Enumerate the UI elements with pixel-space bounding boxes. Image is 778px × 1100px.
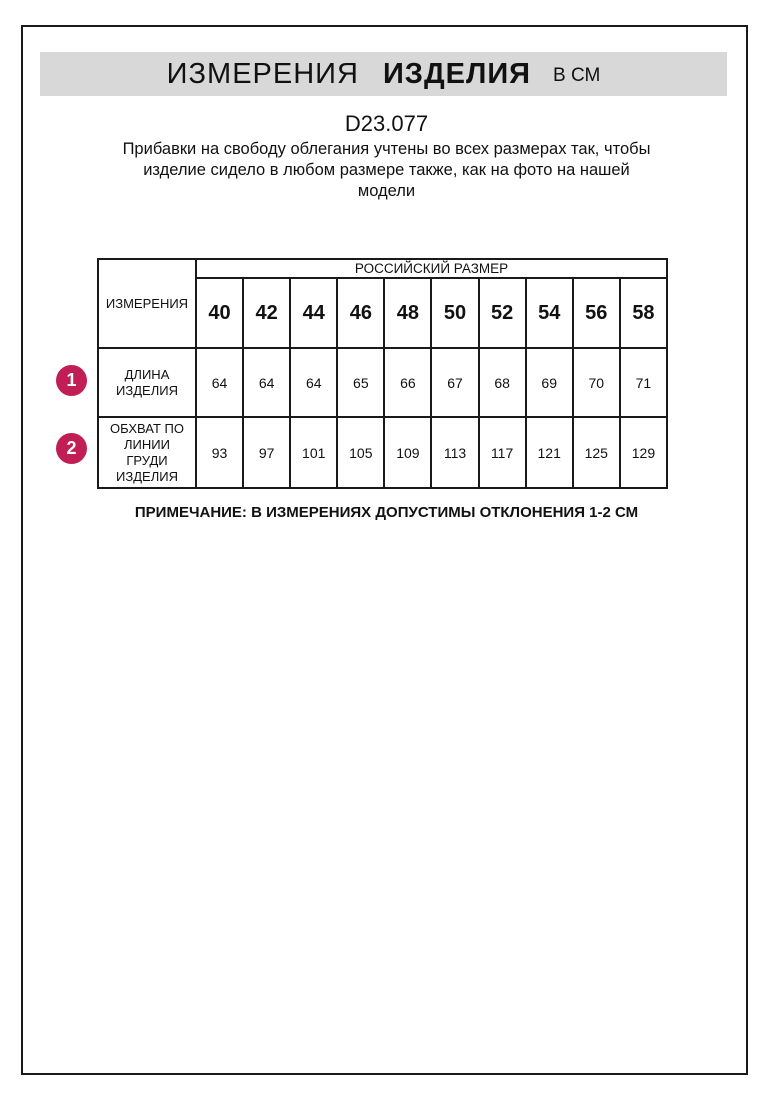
measurements-table	[97, 258, 668, 489]
description-line: модели	[357, 182, 416, 200]
size-header: 54	[526, 278, 573, 348]
row-label: ОБХВАТ ПО ЛИНИИ ГРУДИ ИЗДЕЛИЯ	[110, 420, 184, 484]
value-cell: 67	[431, 348, 478, 417]
value-cell: 97	[243, 417, 290, 488]
value-cell: 101	[290, 417, 337, 488]
row-label-cell	[98, 417, 196, 488]
fit-description	[23, 139, 750, 202]
corner-header-cell: ИЗМЕРЕНИЯ	[98, 259, 196, 348]
value-cell: 69	[526, 348, 573, 417]
value-cell: 93	[196, 417, 243, 488]
value-cell: 129	[620, 417, 667, 488]
value-cell: 68	[479, 348, 526, 417]
group-header-cell: РОССИЙСКИЙ РАЗМЕР	[196, 259, 667, 278]
value-cell: 64	[243, 348, 290, 417]
tolerance-note: ПРИМЕЧАНИЕ: В ИЗМЕРЕНИЯХ ДОПУСТИМЫ ОТКЛОНЕНИЯ 1-2 СМ	[134, 504, 639, 521]
table-row-length	[98, 348, 667, 417]
value-cell: 71	[620, 348, 667, 417]
row-marker-2: 2	[56, 433, 87, 464]
title-bold-text: ИЗДЕЛИЯ	[382, 57, 532, 90]
value-cell: 64	[290, 348, 337, 417]
size-header: 40	[196, 278, 243, 348]
value-cell: 70	[573, 348, 620, 417]
title-banner	[40, 52, 727, 96]
value-cell: 117	[479, 417, 526, 488]
value-cell: 125	[573, 417, 620, 488]
size-header: 48	[384, 278, 431, 348]
size-header: 42	[243, 278, 290, 348]
title-unit-text: В СМ	[553, 65, 601, 86]
title-main-text: ИЗМЕРЕНИЯ	[166, 57, 359, 90]
value-cell: 113	[431, 417, 478, 488]
value-cell: 105	[337, 417, 384, 488]
value-cell: 66	[384, 348, 431, 417]
value-cell: 64	[196, 348, 243, 417]
document-page	[21, 25, 748, 1075]
description-line: изделие сидело в любом размере также, как на фото на нашей	[143, 161, 630, 179]
size-header: 44	[290, 278, 337, 348]
row-marker-1: 1	[56, 365, 87, 396]
size-header: 52	[479, 278, 526, 348]
table-row	[98, 259, 667, 278]
value-cell: 65	[337, 348, 384, 417]
description-line: Прибавки на свободу облегания учтены во всех размерах так, чтобы	[122, 140, 651, 158]
value-cell: 109	[384, 417, 431, 488]
size-header: 58	[620, 278, 667, 348]
product-code: D23.077	[344, 111, 429, 136]
value-cell: 121	[526, 417, 573, 488]
row-label-cell	[98, 348, 196, 417]
row-label: ДЛИНА ИЗДЕЛИЯ	[116, 366, 178, 398]
size-header: 50	[431, 278, 478, 348]
size-header: 56	[573, 278, 620, 348]
size-header: 46	[337, 278, 384, 348]
table-row-chest	[98, 417, 667, 488]
